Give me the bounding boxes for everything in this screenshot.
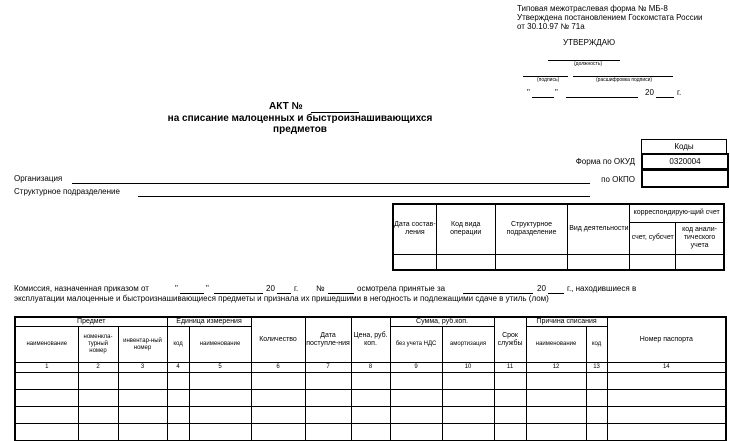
table-cell[interactable] xyxy=(607,424,726,441)
table-cell[interactable] xyxy=(586,373,607,390)
table-cell[interactable] xyxy=(15,407,78,424)
column-number: 9 xyxy=(390,363,442,373)
approve-year-prefix: 20 xyxy=(645,88,654,97)
act-subtitle: на списание малоценных и быстроизнашивающихся xyxy=(167,113,433,124)
act-title: АКТ № xyxy=(269,101,303,112)
doc-subaccount-cell[interactable] xyxy=(630,254,676,270)
table-cell[interactable] xyxy=(15,373,78,390)
doc-opcode-cell[interactable] xyxy=(436,254,495,270)
approve-day-line[interactable] xyxy=(532,97,554,98)
table-cell[interactable] xyxy=(78,390,118,407)
approve-month-line[interactable] xyxy=(566,97,638,98)
organization-label: Организация xyxy=(14,174,63,183)
column-numbers-row xyxy=(15,363,726,373)
table-cell[interactable] xyxy=(251,373,305,390)
approve-label: УТВЕРЖДАЮ xyxy=(563,38,616,47)
table-cell[interactable] xyxy=(118,390,167,407)
table-cell[interactable] xyxy=(494,390,526,407)
column-number: 3 xyxy=(118,363,167,373)
table-cell[interactable] xyxy=(442,373,494,390)
item-inventory-header: инвентар-ный номер xyxy=(118,327,167,363)
table-cell[interactable] xyxy=(189,373,251,390)
receipt-date-header: Дата поступле-ния xyxy=(305,317,351,363)
items-table xyxy=(14,316,727,441)
column-number: 1 xyxy=(15,363,78,373)
table-cell[interactable] xyxy=(305,424,351,441)
table-cell[interactable] xyxy=(251,390,305,407)
table-cell[interactable] xyxy=(305,390,351,407)
period-suffix: г., находившиеся в xyxy=(567,284,637,293)
form-approval-line: Утверждена постановлением Госкомстата России xyxy=(517,13,703,22)
table-row xyxy=(15,390,726,407)
okpo-label: по ОКПО xyxy=(601,175,635,184)
table-cell[interactable] xyxy=(494,373,526,390)
table-cell[interactable] xyxy=(526,390,586,407)
table-cell[interactable] xyxy=(167,373,189,390)
order-year-prefix: 20 xyxy=(266,284,275,293)
okud-label: Форма по ОКУД xyxy=(575,157,635,166)
table-cell[interactable] xyxy=(442,424,494,441)
table-cell[interactable] xyxy=(118,407,167,424)
item-nomenclature-header: номенкла-турный номер xyxy=(78,327,118,363)
period-year-line[interactable] xyxy=(548,293,564,294)
table-cell[interactable] xyxy=(526,424,586,441)
table-cell[interactable] xyxy=(351,373,390,390)
table-cell[interactable] xyxy=(78,373,118,390)
item-name-header: наименование xyxy=(15,327,78,363)
table-row xyxy=(15,373,726,390)
doc-opcode-header: Код вида операции xyxy=(436,204,495,254)
table-row xyxy=(15,407,726,424)
table-cell[interactable] xyxy=(118,424,167,441)
table-cell[interactable] xyxy=(390,390,442,407)
table-cell[interactable] xyxy=(251,424,305,441)
column-number: 10 xyxy=(442,363,494,373)
table-cell[interactable] xyxy=(78,424,118,441)
sum-amort-header: амортизация xyxy=(442,327,494,363)
period-year-prefix: 20 xyxy=(537,284,546,293)
order-number-sign: № xyxy=(316,284,325,293)
table-cell[interactable] xyxy=(167,407,189,424)
table-cell[interactable] xyxy=(442,390,494,407)
sum-novat-header: без учета НДС xyxy=(390,327,442,363)
sum-group-header: Сумма, руб.коп. xyxy=(390,317,494,327)
reason-group-header: Причина списания xyxy=(526,317,607,327)
table-cell[interactable] xyxy=(351,407,390,424)
commission-quote-close: " xyxy=(206,284,209,293)
doc-corr-account-header: корреспондирую-щий счет xyxy=(630,204,724,222)
table-cell[interactable] xyxy=(167,390,189,407)
doc-details-table xyxy=(392,203,725,271)
okpo-value[interactable] xyxy=(641,169,729,188)
doc-division-header: Структурное подразделение xyxy=(495,204,568,254)
reason-name-header: наименование xyxy=(526,327,586,363)
position-caption: (должность) xyxy=(574,61,603,67)
doc-analytic-header: код анали-тического учета xyxy=(676,222,724,254)
table-cell[interactable] xyxy=(78,407,118,424)
approve-date-close-quote: " xyxy=(555,88,558,97)
table-cell[interactable] xyxy=(494,424,526,441)
commission-label: Комиссия, назначенная приказом от xyxy=(14,284,149,293)
table-cell[interactable] xyxy=(189,407,251,424)
table-cell[interactable] xyxy=(586,424,607,441)
form-approval-date-line: от 30.10.97 № 71а xyxy=(517,22,585,31)
service-life-header: Срок службы xyxy=(494,317,526,363)
table-cell[interactable] xyxy=(118,373,167,390)
passport-header: Номер паспорта xyxy=(607,317,726,363)
table-cell[interactable] xyxy=(586,407,607,424)
approve-year-suffix: г. xyxy=(677,88,682,97)
organization-line[interactable] xyxy=(72,183,590,184)
table-cell[interactable] xyxy=(526,407,586,424)
column-number: 4 xyxy=(167,363,189,373)
table-cell[interactable] xyxy=(526,373,586,390)
column-number: 11 xyxy=(494,363,526,373)
item-group-header: Предмет xyxy=(15,317,167,327)
column-number: 5 xyxy=(189,363,251,373)
column-number: 2 xyxy=(78,363,118,373)
department-line[interactable] xyxy=(138,196,590,197)
table-cell[interactable] xyxy=(586,390,607,407)
doc-date-cell[interactable] xyxy=(393,254,436,270)
doc-activity-cell[interactable] xyxy=(568,254,630,270)
table-cell[interactable] xyxy=(189,390,251,407)
reason-code-header: код xyxy=(586,327,607,363)
column-number: 8 xyxy=(351,363,390,373)
inspected-label: осмотрела принятые за xyxy=(357,284,446,293)
unit-name-header: наименование xyxy=(189,327,251,363)
order-year-suffix: г. xyxy=(294,284,299,293)
table-cell[interactable] xyxy=(351,390,390,407)
signature-decode-caption: (расшифровка подписи) xyxy=(596,77,653,83)
column-number: 6 xyxy=(251,363,305,373)
doc-date-header: Дата состав-ления xyxy=(393,204,436,254)
column-number: 13 xyxy=(586,363,607,373)
table-cell[interactable] xyxy=(494,407,526,424)
table-cell[interactable] xyxy=(167,424,189,441)
table-row xyxy=(15,424,726,441)
table-cell[interactable] xyxy=(189,424,251,441)
approve-year-line[interactable] xyxy=(656,97,674,98)
quantity-header: Количество xyxy=(251,317,305,363)
doc-division-cell[interactable] xyxy=(495,254,568,270)
table-cell[interactable] xyxy=(607,373,726,390)
table-cell[interactable] xyxy=(15,390,78,407)
doc-activity-header: Вид деятельности xyxy=(568,204,630,254)
table-cell[interactable] xyxy=(442,407,494,424)
table-cell[interactable] xyxy=(390,407,442,424)
form-type-line: Типовая межотраслевая форма № МБ-8 xyxy=(517,4,668,13)
column-number: 12 xyxy=(526,363,586,373)
unit-code-header: код xyxy=(167,327,189,363)
table-cell[interactable] xyxy=(390,373,442,390)
approve-date-open-quote: " xyxy=(527,88,530,97)
codes-header: Коды xyxy=(641,139,727,154)
act-subtitle-2: предметов xyxy=(273,124,327,135)
column-number: 7 xyxy=(305,363,351,373)
table-cell[interactable] xyxy=(607,390,726,407)
okud-value[interactable]: 0320004 xyxy=(641,153,729,170)
table-cell[interactable] xyxy=(390,424,442,441)
table-cell[interactable] xyxy=(305,407,351,424)
doc-subaccount-header: счет, субсчет xyxy=(630,222,676,254)
table-cell[interactable] xyxy=(607,407,726,424)
table-cell[interactable] xyxy=(305,373,351,390)
price-header: Цена, руб. коп. xyxy=(351,317,390,363)
unit-group-header: Единица измерения xyxy=(167,317,251,327)
signature-caption: (подпись) xyxy=(537,77,560,83)
column-number: 14 xyxy=(607,363,726,373)
table-cell[interactable] xyxy=(251,407,305,424)
commission-text: эксплуатации малоценные и быстроизнашивающиеся предметы и признала их пришедшими в негодность и подлежащими сдаче в утиль (лом) xyxy=(14,294,549,303)
doc-analytic-cell[interactable] xyxy=(676,254,724,270)
table-cell[interactable] xyxy=(351,424,390,441)
department-label: Структурное подразделение xyxy=(14,187,120,196)
table-cell[interactable] xyxy=(15,424,78,441)
commission-quote-open: " xyxy=(175,284,178,293)
